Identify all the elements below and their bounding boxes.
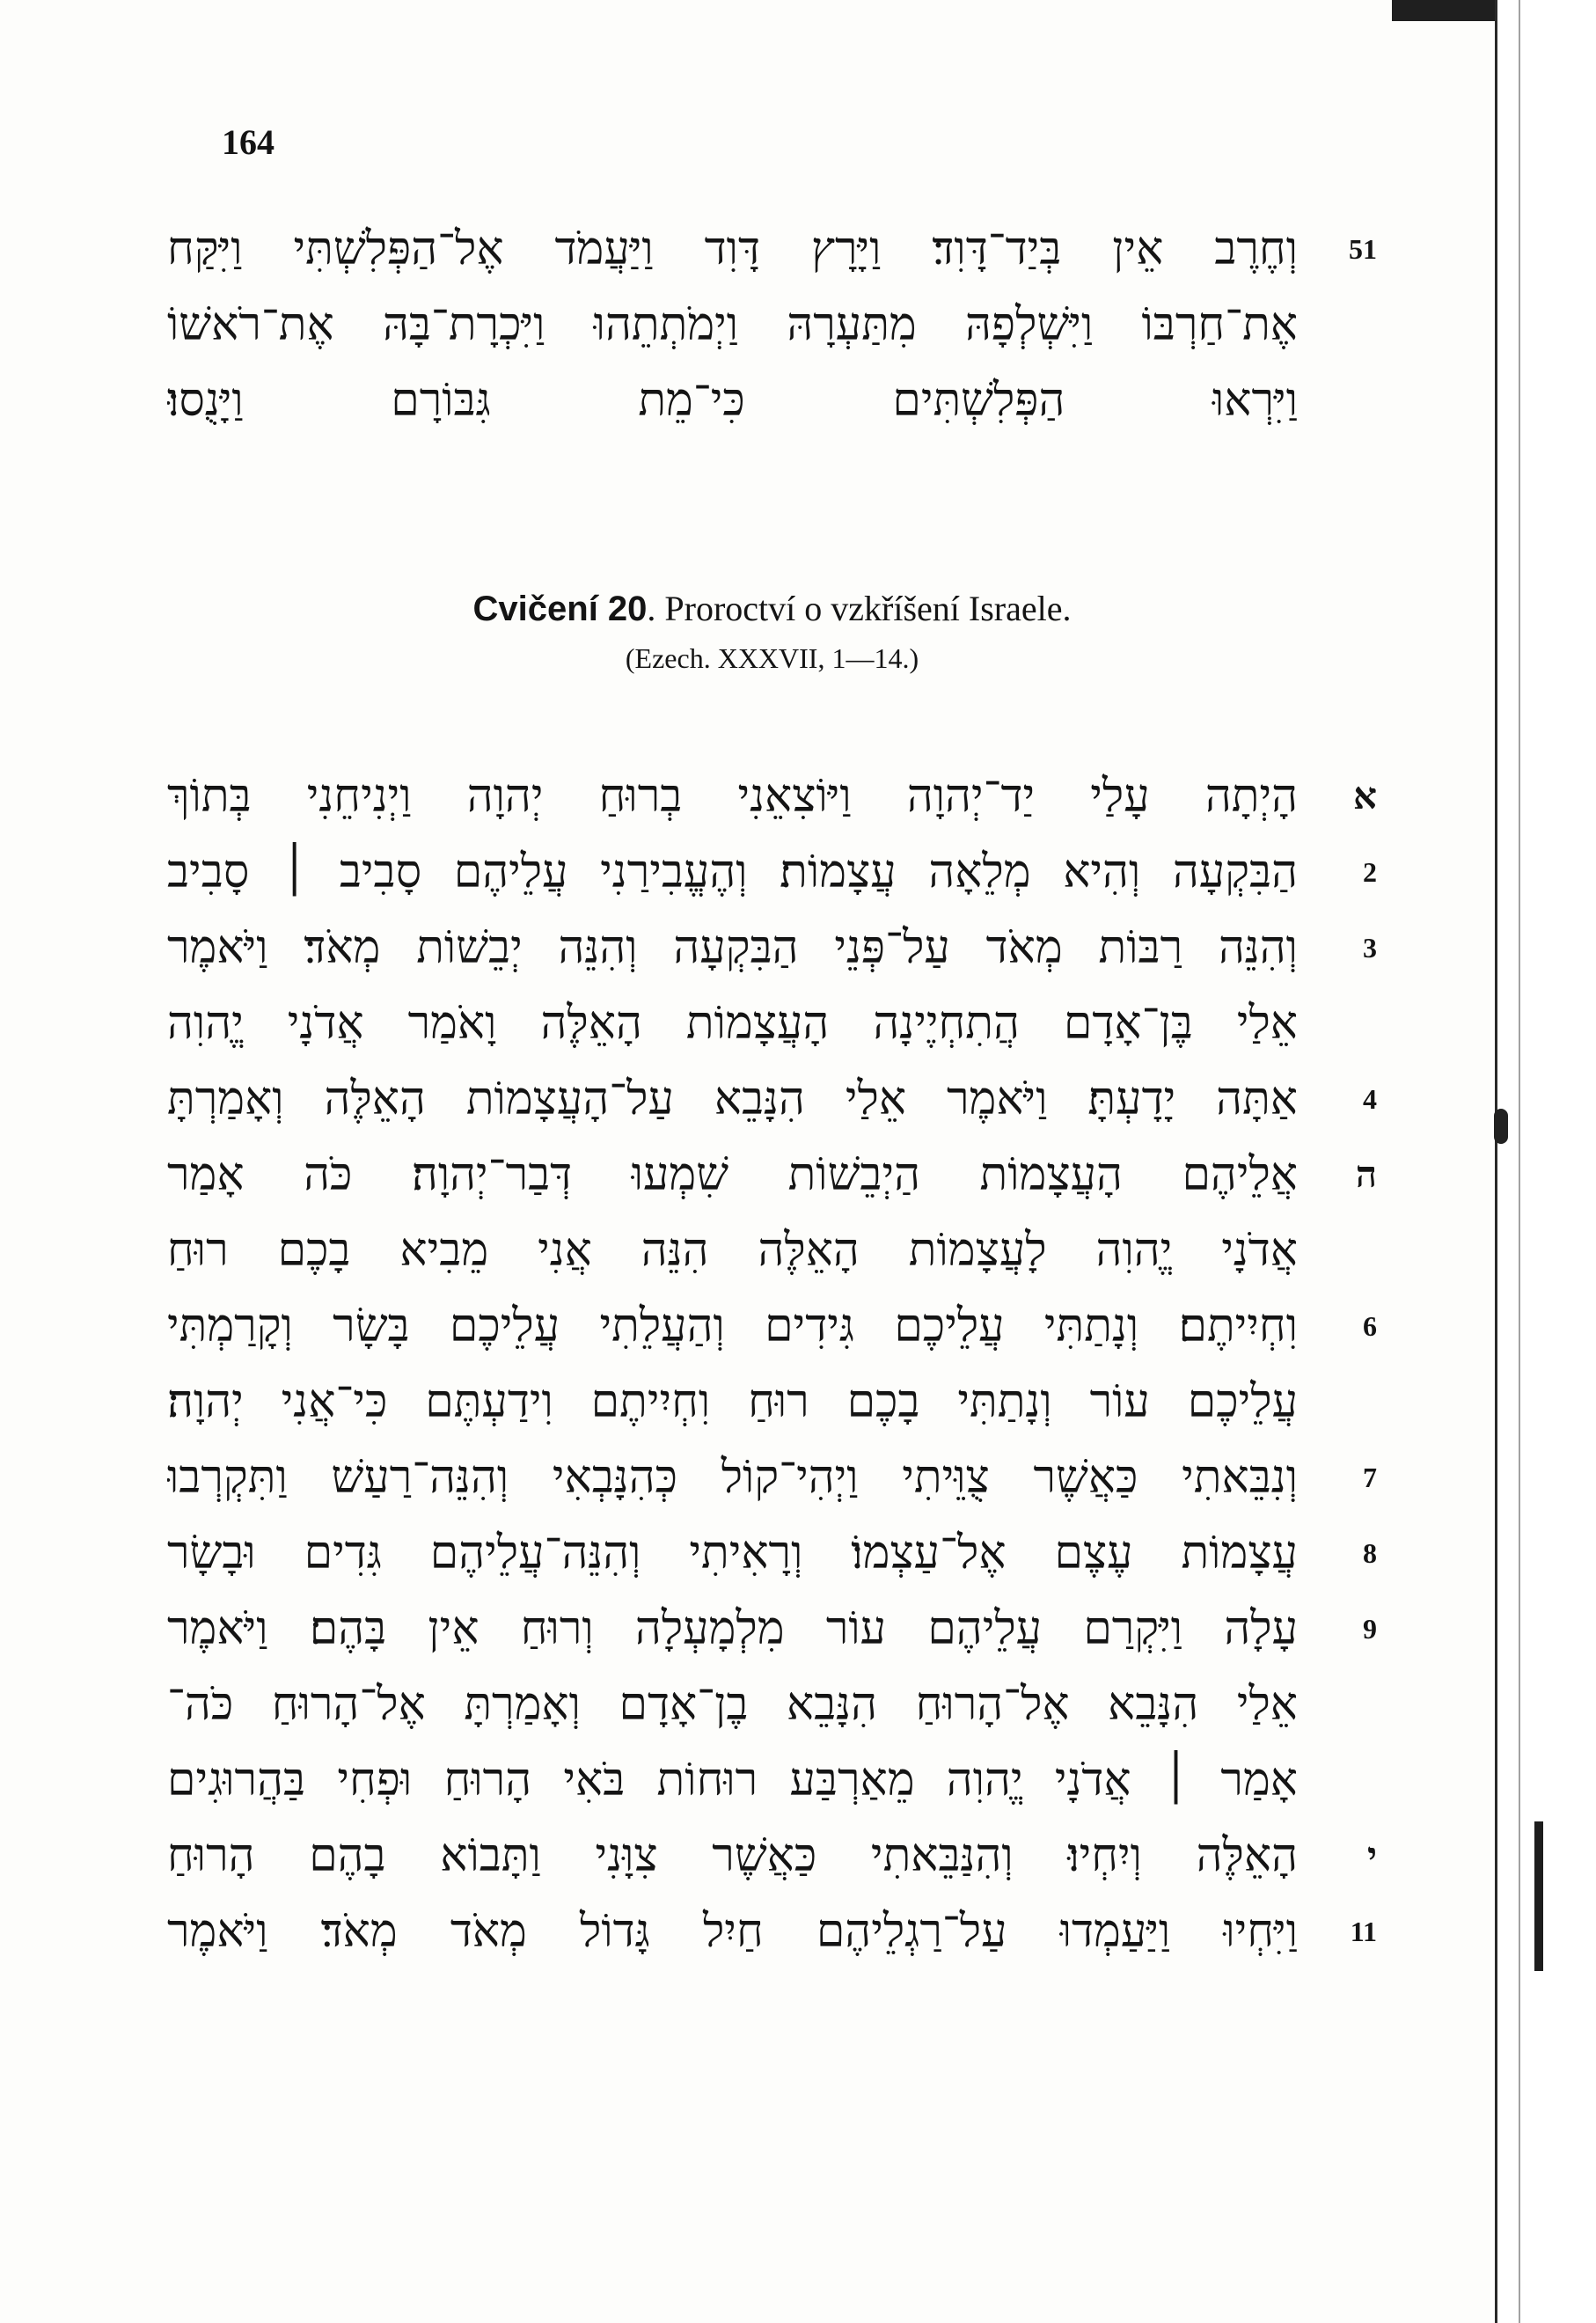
text-line (167, 758, 1377, 834)
hebrew-text: עָלָה וַיִּקְרַם עֲלֵיהֶם עוֹר מִלְמָעְלָה וְרוּחַ אֵין בָּהֶם׃ וַיֹּאמֶר (167, 1602, 1298, 1655)
text-line (167, 1894, 1377, 1969)
hebrew-text: אֲלֵיהֶם הָעֲצָמוֹת הַיְבֵשׁוֹת שִׁמְעוּ דְּבַר־יְהוָה׃ כֹּה אָמַר (167, 1148, 1298, 1201)
verse-number: 8 (1363, 1537, 1377, 1569)
text-line (167, 211, 1377, 287)
exercise-subject: . Proroctví o vzkříšení Israele. (647, 589, 1072, 628)
hebrew-text: אֲדֹנָי יֱהוִה לָעֲצָמוֹת הָאֵלֶּה הִנֵּה אֲנִי מֵבִיא בָכֶם רוּחַ (167, 1224, 1298, 1277)
verse-number: א (1353, 774, 1377, 817)
text-line (167, 1818, 1377, 1894)
page-edge-top-mark (1392, 0, 1497, 21)
verse-number: 3 (1363, 932, 1377, 964)
verse-number: 51 (1349, 233, 1377, 265)
text-line (167, 363, 1377, 438)
text-line (167, 1515, 1377, 1591)
hebrew-text: אֵלַי הִנָּבֵא אֶל־הָרוּחַ הִנָּבֵא בֶן־אָדָם וְאָמַרְתָּ אֶל־הָרוּחַ כֹּה־ (167, 1678, 1298, 1731)
main-text-block (167, 758, 1377, 1969)
text-line (167, 1742, 1377, 1818)
text-line (167, 1667, 1377, 1742)
page-edge (1490, 0, 1596, 2323)
hebrew-text: אֵלַי בֶּן־אָדָם הֲתִחְיֶינָה הָעֲצָמוֹת הָאֵלֶּה וָאֹמַר אֲדֹנָי יֱהוִה (167, 997, 1298, 1050)
text-line (167, 1137, 1377, 1213)
hebrew-text: וְחֶרֶב אֵין בְּיַד־דָּוִד׃ וַיָּרָץ דָּוִד וַיַּעֲמֹד אֶל־הַפְּלִשְׁתִּי וַיִּקַּח (167, 223, 1298, 275)
text-line (167, 1440, 1377, 1515)
exercise-reference: (Ezech. XXXVII, 1—14.) (625, 642, 919, 674)
verse-number: 11 (1350, 1916, 1377, 1947)
hebrew-text: וַיִּרְאוּ הַפְּלִשְׁתִּים כִּי־מֵת גִּבּוֹרָם וַיָּנֻסוּ׃ (167, 374, 1298, 427)
page-number: 164 (222, 122, 275, 162)
exercise-title: Cvičení 20 (472, 590, 648, 628)
hebrew-text: הָיְתָה עָלַי יַד־יְהוָה וַיּוֹצִאֵנִי בְרוּחַ יְהוָה וַיְנִיחֵנִי בְּתוֹךְ (167, 770, 1298, 823)
hebrew-text: אַתָּה יָדָעְתָּ׃ וַיֹּאמֶר אֵלַי הִנָּבֵא עַל־הָעֲצָמוֹת הָאֵלֶּה וְאָמַרְתָּ (167, 1073, 1298, 1125)
top-text-block (167, 211, 1377, 438)
text-line (167, 287, 1377, 363)
verse-number: ה (1355, 1153, 1377, 1196)
verse-number: י (1366, 1834, 1377, 1877)
hebrew-text: וְנִבֵּאתִי כַּאֲשֶׁר צֻוֵּיתִי וַיְהִי־קוֹל כְּהִנָּבְאִי וְהִנֵּה־רַעַשׁ וַתִּקְרְבוּ (167, 1451, 1298, 1504)
hebrew-text: עֲצָמוֹת עֶצֶם אֶל־עַצְמוֹ׃ וְרָאִיתִי וְהִנֵּה־עֲלֵיהֶם גִּדִים וּבָשָׂר (167, 1527, 1298, 1579)
verse-number: 6 (1363, 1310, 1377, 1342)
text-line (167, 1213, 1377, 1288)
text-line (167, 1288, 1377, 1364)
hebrew-text: וְהִנֵּה רַבּוֹת מְאֹד עַל־פְּנֵי הַבִּקְעָה וְהִנֵּה יְבֵשׁוֹת מְאֹד׃ וַיֹּאמֶר (167, 921, 1298, 974)
text-line (167, 834, 1377, 910)
hebrew-text: הַבִּקְעָה וְהִיא מְלֵאָה עֲצָמוֹת׃ וְהֶעֱבִירַנִי עֲלֵיהֶם סָבִיב ׀ סָבִיב (167, 846, 1298, 898)
verse-number: 9 (1363, 1613, 1377, 1645)
page-edge-mark (1534, 1821, 1543, 1971)
hebrew-text: אָמַר ׀ אֲדֹנָי יֱהוִה מֵאַרְבַּע רוּחוֹת בֹּאִי הָרוּחַ וּפְחִי בַּהֲרוּגִים (167, 1754, 1298, 1806)
hebrew-text: וִחְיִיתֶם׃ וְנָתַתִּי עֲלֵיכֶם גִּידִים וְהַעֲלֵתִי עֲלֵיכֶם בָּשָׂר וְקָרַמְתִּי (167, 1300, 1298, 1352)
exercise-heading (167, 588, 1377, 629)
hebrew-text: אֶת־חַרְבּוֹ וַיִּשְׁלְפָהּ מִתַּעְרָהּ וַיְמֹתְתֵהוּ וַיִּכְרָת־בָּהּ אֶת־רֹאשׁוֹ (167, 298, 1298, 351)
text-line (167, 910, 1377, 986)
page-edge-dot (1494, 1109, 1508, 1144)
text-line (167, 1364, 1377, 1440)
page-edge-line (1495, 0, 1497, 2323)
hebrew-text: הָאֵלֶּה וְיִחְיוּ׃ וְהִנַּבֵּאתִי כַּאֲשֶׁר צִוָּנִי וַתָּבוֹא בָהֶם הָרוּחַ (167, 1829, 1298, 1882)
text-line (167, 1061, 1377, 1137)
verse-number: 2 (1363, 856, 1377, 888)
text-line (167, 1591, 1377, 1667)
page-edge-line-secondary (1519, 0, 1520, 2323)
hebrew-text: וַיִּחְיוּ וַיַּעַמְדוּ עַל־רַגְלֵיהֶם חַיִל גָּדוֹל מְאֹד מְאֹד׃ וַיֹּאמֶר (167, 1905, 1298, 1958)
text-line (167, 986, 1377, 1061)
verse-number: 4 (1363, 1083, 1377, 1115)
verse-number: 7 (1363, 1462, 1377, 1493)
hebrew-text: עֲלֵיכֶם עוֹר וְנָתַתִּי בָכֶם רוּחַ וִחְיִיתֶם וִידַעְתֶּם כִּי־אֲנִי יְהוָה׃ (167, 1375, 1298, 1428)
